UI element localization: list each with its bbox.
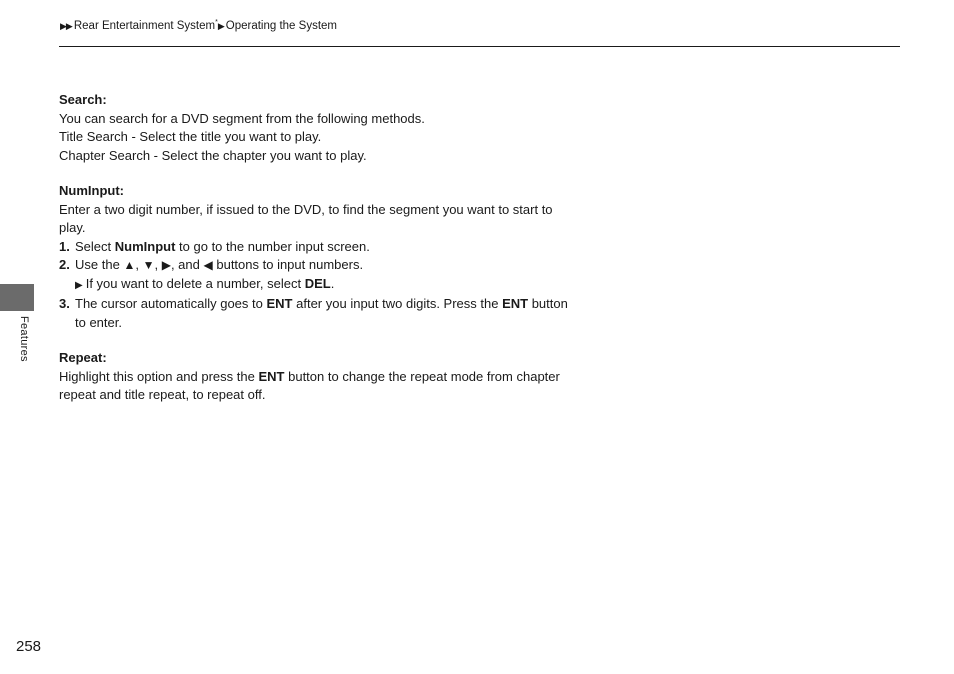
breadcrumb-arrow-icon: ▶ (217, 20, 224, 31)
numinput-note (59, 275, 579, 296)
repeat-text-post: button to change the repeat mode from chapter repeat and title repeat, to repeat off. (59, 368, 560, 402)
separator: , (154, 257, 159, 272)
step-text: to go to the number input screen. (179, 238, 370, 254)
breadcrumb-asterisk: * (215, 19, 218, 26)
breadcrumb-double-arrow-icon: ▶▶ (60, 20, 72, 31)
side-tab-label: Features (18, 316, 30, 362)
search-title: Search: (59, 92, 107, 107)
step-number: 2. (59, 257, 70, 272)
right-arrow-icon: ▶ (161, 258, 171, 272)
del-keyword: DEL (304, 275, 331, 291)
main-content (59, 91, 579, 422)
numinput-keyword: NumInput (114, 238, 176, 254)
ent-keyword: ENT (258, 368, 285, 384)
search-section (59, 91, 579, 165)
step-text: Use the (75, 257, 120, 272)
left-arrow-icon: ◀ (203, 258, 213, 272)
separator: , and (170, 257, 200, 272)
repeat-section (59, 349, 579, 405)
step-text: Select (75, 238, 112, 254)
ent-keyword: ENT (502, 296, 529, 311)
numinput-step-1 (59, 238, 579, 257)
repeat-title: Repeat: (59, 350, 107, 365)
page-number: 258 (16, 638, 42, 655)
numinput-step-3 (59, 295, 579, 332)
down-arrow-icon: ▼ (142, 258, 155, 272)
step-number: 3. (59, 296, 70, 311)
search-line-3: Chapter Search - Select the chapter you want to play. (59, 147, 367, 163)
numinput-section (59, 182, 579, 332)
side-tab-marker (0, 284, 34, 311)
repeat-text (59, 368, 579, 405)
search-line-1: You can search for a DVD segment from the following methods. (59, 110, 425, 126)
breadcrumb (60, 19, 337, 32)
step-number: 1. (59, 238, 70, 254)
separator: , (135, 257, 139, 272)
note-arrow-icon: ▶ (75, 279, 83, 291)
step-text: after you input two digits. Press the (296, 296, 499, 311)
step-text: The cursor automatically goes to (75, 296, 263, 311)
repeat-text-pre: Highlight this option and press the (59, 368, 255, 384)
breadcrumb-section[interactable]: Rear Entertainment System (73, 19, 216, 32)
note-punct: . (330, 275, 335, 291)
search-line-2: Title Search - Select the title you want to play. (59, 129, 322, 144)
numinput-title: NumInput: (59, 183, 124, 198)
numinput-intro: Enter a two digit number, if issued to the DVD, to find the segment you want to start to play. (59, 201, 553, 235)
numinput-step-2 (59, 256, 579, 275)
up-arrow-icon: ▲ (123, 258, 136, 272)
ent-keyword: ENT (266, 296, 293, 311)
header-rule (59, 46, 900, 47)
step-text: button to enter. (75, 296, 568, 330)
breadcrumb-subsection[interactable]: Operating the System (225, 19, 337, 32)
note-text: If you want to delete a number, select (85, 275, 302, 291)
step-text: buttons to input numbers. (216, 257, 364, 272)
